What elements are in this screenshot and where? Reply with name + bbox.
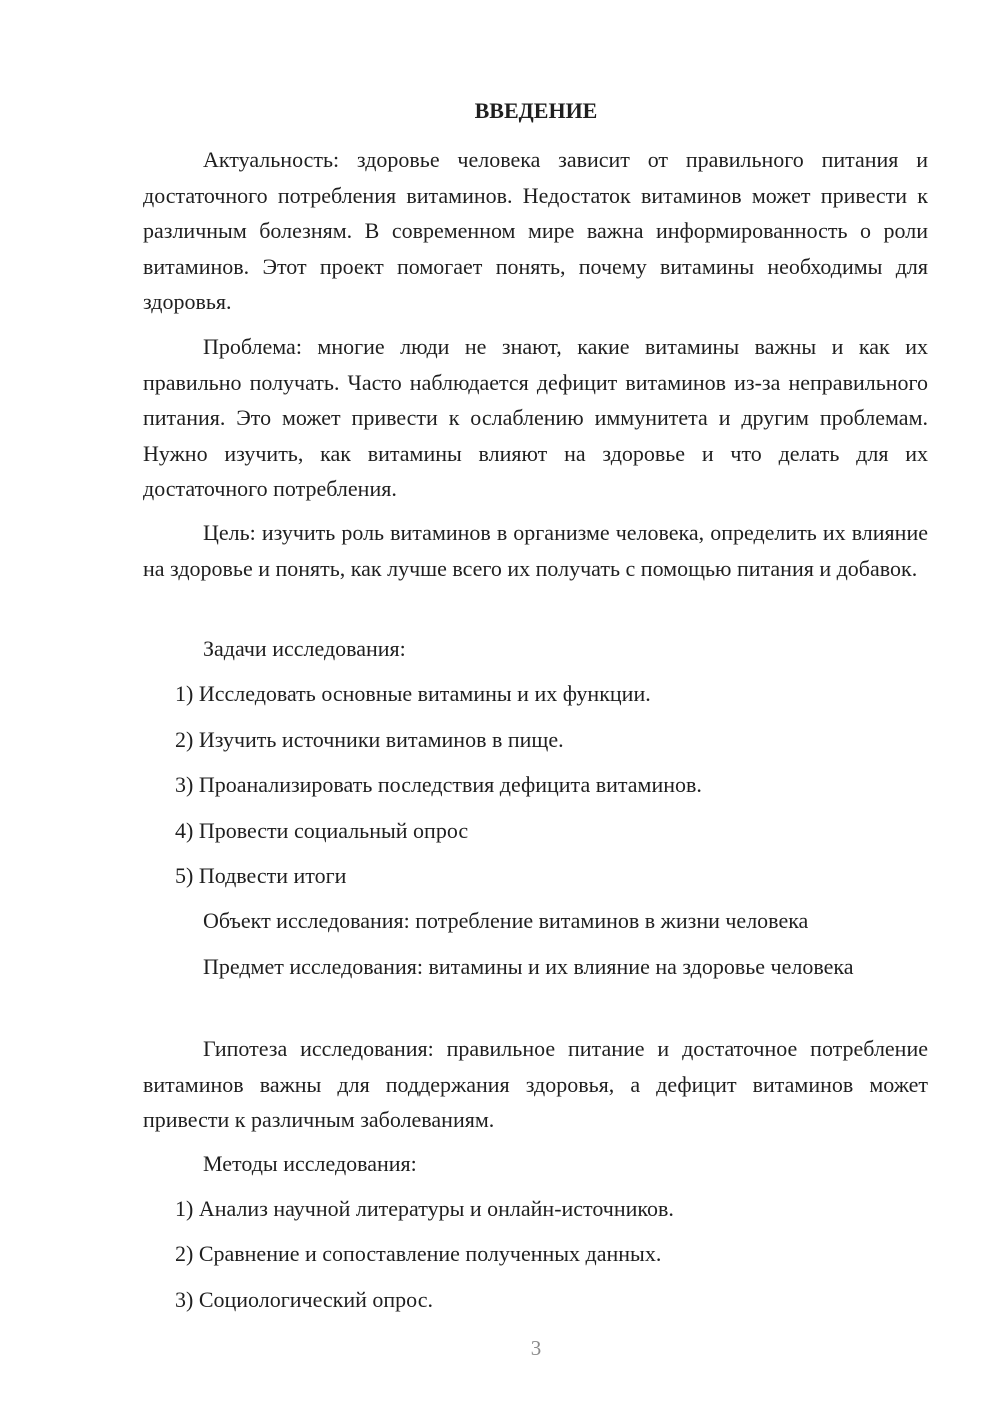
task-item: 1) Исследовать основные витамины и их функции. [175,681,651,706]
page-title: ВВЕДЕНИЕ [474,98,598,123]
page-number: 3 [530,1336,542,1360]
tasks-heading: Задачи исследования: [203,636,406,661]
subject-paragraph: Предмет исследования: витамины и их влияние на здоровье человека [203,954,854,979]
method-item: 2) Сравнение и сопоставление полученных данных. [175,1241,662,1266]
method-item: 3) Социологический опрос. [175,1287,433,1312]
task-item: 3) Проанализировать последствия дефицита витаминов. [175,772,702,797]
task-item: 2) Изучить источники витаминов в пище. [175,727,564,752]
task-item: 5) Подвести итоги [175,863,347,888]
goal-paragraph: Цель: изучить роль витаминов в организме человека, определить их влияние на здоровье и понять, как лучше всего их получать с помощью питания и добавок. [143,520,928,581]
problem-paragraph: Проблема: многие люди не знают, какие витамины важны и как их правильно получать. Часто наблюдается дефицит витаминов из-за неправильного питания. Это может привести к ослаблению иммунитета и другим проблемам. Нужно изучить, как витамины влияют на здоровье и что делать для их достаточного потребления. [143,334,928,501]
methods-heading: Методы исследования: [203,1151,417,1176]
hypothesis-paragraph: Гипотеза исследования: правильное питание и достаточное потребление витаминов важны для поддержания здоровья, а дефицит витаминов может привести к различным заболеваниям. [143,1036,928,1132]
object-paragraph: Объект исследования: потребление витаминов в жизни человека [203,908,809,933]
method-item: 1) Анализ научной литературы и онлайн-источников. [175,1196,674,1221]
task-item: 4) Провести социальный опрос [175,818,469,843]
relevance-paragraph: Актуальность: здоровье человека зависит от правильного питания и достаточного потребления витаминов. Недостаток витаминов может привести к различным болезням. В современном мире важна информированность о роли витаминов. Этот проект помогает понять, почему витамины необходимы для здоровья. [143,147,928,314]
